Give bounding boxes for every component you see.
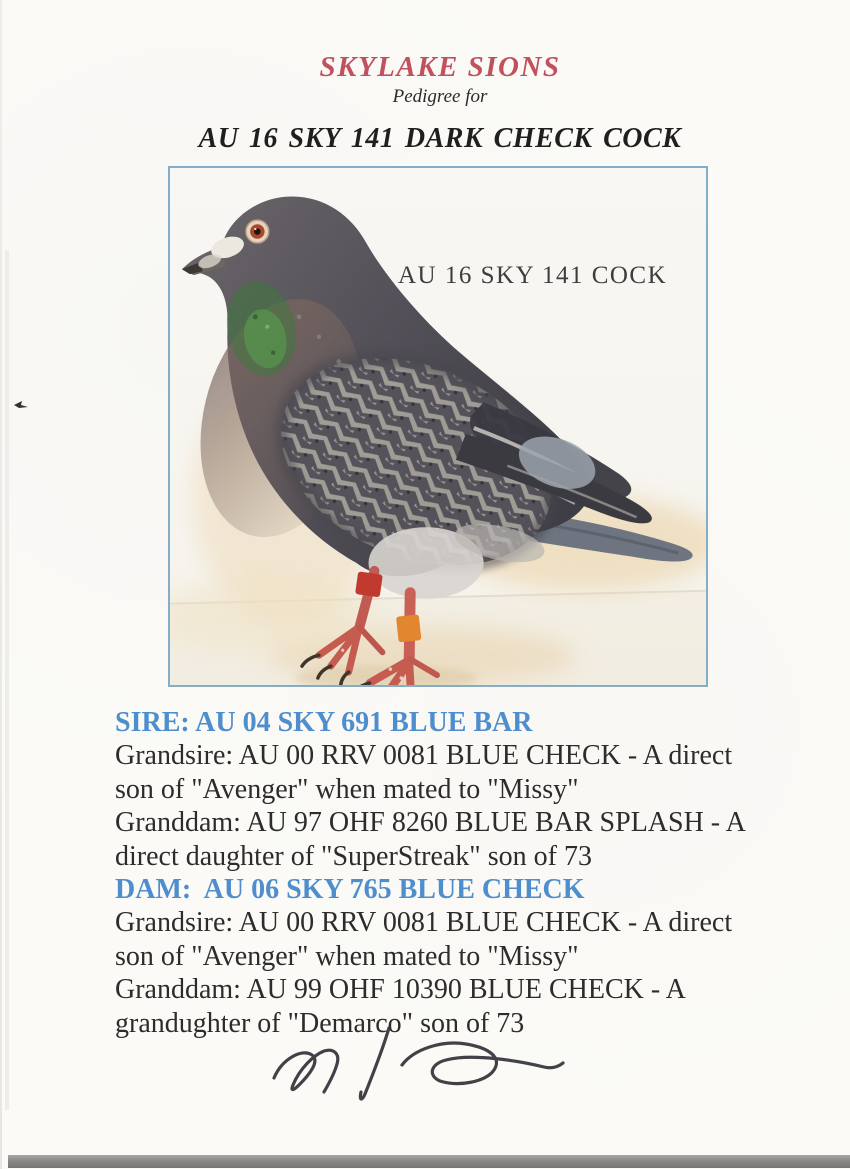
pedigree-for-label: Pedigree for (392, 86, 488, 107)
dam-grandsire-line-2: son of "Avenger" when mated to "Missy" (115, 940, 579, 972)
dam-granddam-line-1: Granddam: AU 99 OHF 10390 BLUE CHECK - A (115, 974, 686, 1006)
sire-grandsire-line-1: Grandsire: AU 00 RRV 0081 BLUE CHECK - A direct (115, 740, 733, 772)
scanner-edge-band (8, 1155, 850, 1168)
scan-speck (13, 400, 29, 409)
scan-edge-strip (5, 250, 9, 1110)
handwritten-signature (252, 1022, 588, 1114)
loft-name: SKYLAKE SIONS (319, 51, 561, 83)
sire-granddam-line-1: Granddam: AU 97 OHF 8260 BLUE BAR SPLASH - A (115, 807, 746, 839)
sire-heading: SIRE: AU 04 SKY 691 BLUE BAR (115, 707, 533, 738)
sire-granddam-line-2: direct daughter of "SuperStreak" son of 73 (115, 840, 592, 872)
pigeon-illustration (170, 168, 706, 685)
dam-grandsire-line-1: Grandsire: AU 00 RRV 0081 BLUE CHECK - A direct (115, 907, 733, 939)
scan-edge-shadow (0, 0, 2, 1169)
photo-caption: AU 16 SKY 141 COCK (398, 262, 668, 289)
pigeon-photo (168, 166, 708, 687)
sire-grandsire-line-2: son of "Avenger" when mated to "Missy" (115, 773, 579, 805)
bird-title: AU 16 SKY 141 DARK CHECK COCK (198, 123, 682, 154)
header (30, 52, 850, 155)
pedigree-text (115, 706, 775, 1040)
dam-heading: DAM: AU 06 SKY 765 BLUE CHECK (115, 874, 585, 906)
dam-granddam-line-2: grandughter of "Demarco" son of 73 (115, 1007, 525, 1039)
